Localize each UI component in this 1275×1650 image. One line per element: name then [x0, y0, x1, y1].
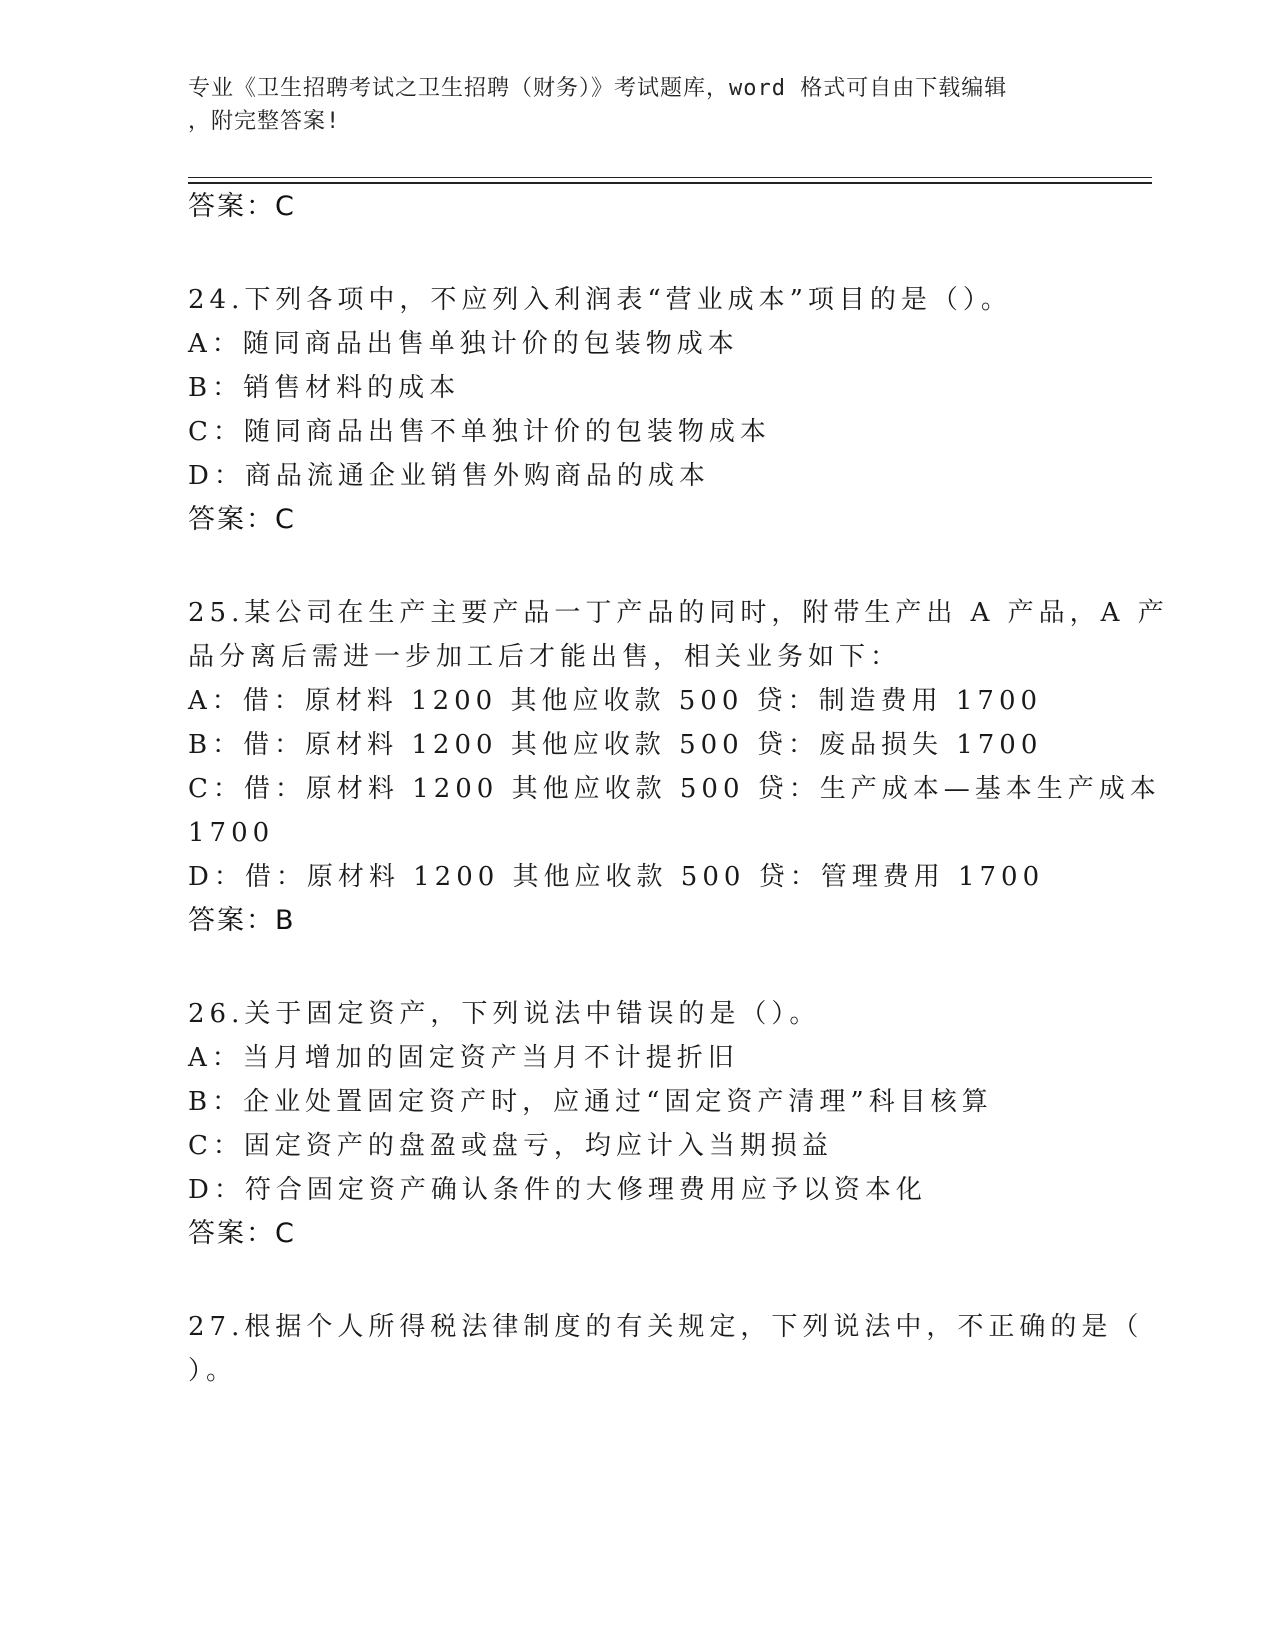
question-24-option-b: B：销售材料的成本: [188, 373, 461, 403]
document-header: [188, 72, 1068, 138]
question-25-stem-line-2: 品分离后需进一步加工后才能出售，相关业务如下：: [188, 642, 902, 672]
question-25-option-b: B：借：原材料 1200 其他应收款 500 贷：废品损失 1700: [188, 730, 1043, 760]
question-24-stem: 24.下列各项中，不应列入利润表“营业成本”项目的是（）。: [188, 285, 1012, 315]
question-24-option-a: A：随同商品出售单独计价的包装物成本: [188, 329, 739, 359]
question-27-stem-line-2: ）。: [188, 1356, 238, 1386]
question-24-option-c: C：随同商品出售不单独计价的包装物成本: [188, 417, 771, 447]
header-line-2: ，附完整答案!: [188, 109, 341, 134]
answer-q25: 答案：B: [188, 905, 296, 936]
question-26-stem: 26.关于固定资产，下列说法中错误的是（）。: [188, 999, 821, 1029]
answer-q24: 答案：C: [188, 504, 296, 535]
question-24-option-d: D：商品流通企业销售外购商品的成本: [188, 461, 710, 491]
question-25-option-d: D：借：原材料 1200 其他应收款 500 贷：管理费用 1700: [188, 862, 1045, 892]
question-26-option-d: D：符合固定资产确认条件的大修理费用应予以资本化: [188, 1175, 927, 1205]
header-divider-top: [188, 177, 1152, 178]
question-25-option-c-continued: 1700: [188, 818, 275, 848]
question-25-option-a: A：借：原材料 1200 其他应收款 500 贷：制造费用 1700: [188, 686, 1043, 716]
answer-q26: 答案：C: [188, 1218, 296, 1249]
question-25-stem-line-1: 25.某公司在生产主要产品一丁产品的同时，附带生产出 A 产品，A 产: [188, 598, 1169, 628]
question-25-option-c: C：借：原材料 1200 其他应收款 500 贷：生产成本—基本生产成本: [188, 774, 1161, 804]
question-26-option-a: A：当月增加的固定资产当月不计提折旧: [188, 1043, 739, 1073]
question-26-option-b: B：企业处置固定资产时，应通过“固定资产清理”科目核算: [188, 1087, 993, 1117]
question-27-stem-line-1: 27.根据个人所得税法律制度的有关规定，下列说法中，不正确的是（: [188, 1312, 1144, 1342]
question-26-option-c: C：固定资产的盘盈或盘亏，均应计入当期损益: [188, 1131, 833, 1161]
answer-q23: 答案：C: [188, 191, 296, 222]
header-divider-bottom: [188, 182, 1152, 184]
header-line-1: 专业《卫生招聘考试之卫生招聘（财务）》考试题库，word 格式可自由下载编辑: [188, 76, 1008, 101]
